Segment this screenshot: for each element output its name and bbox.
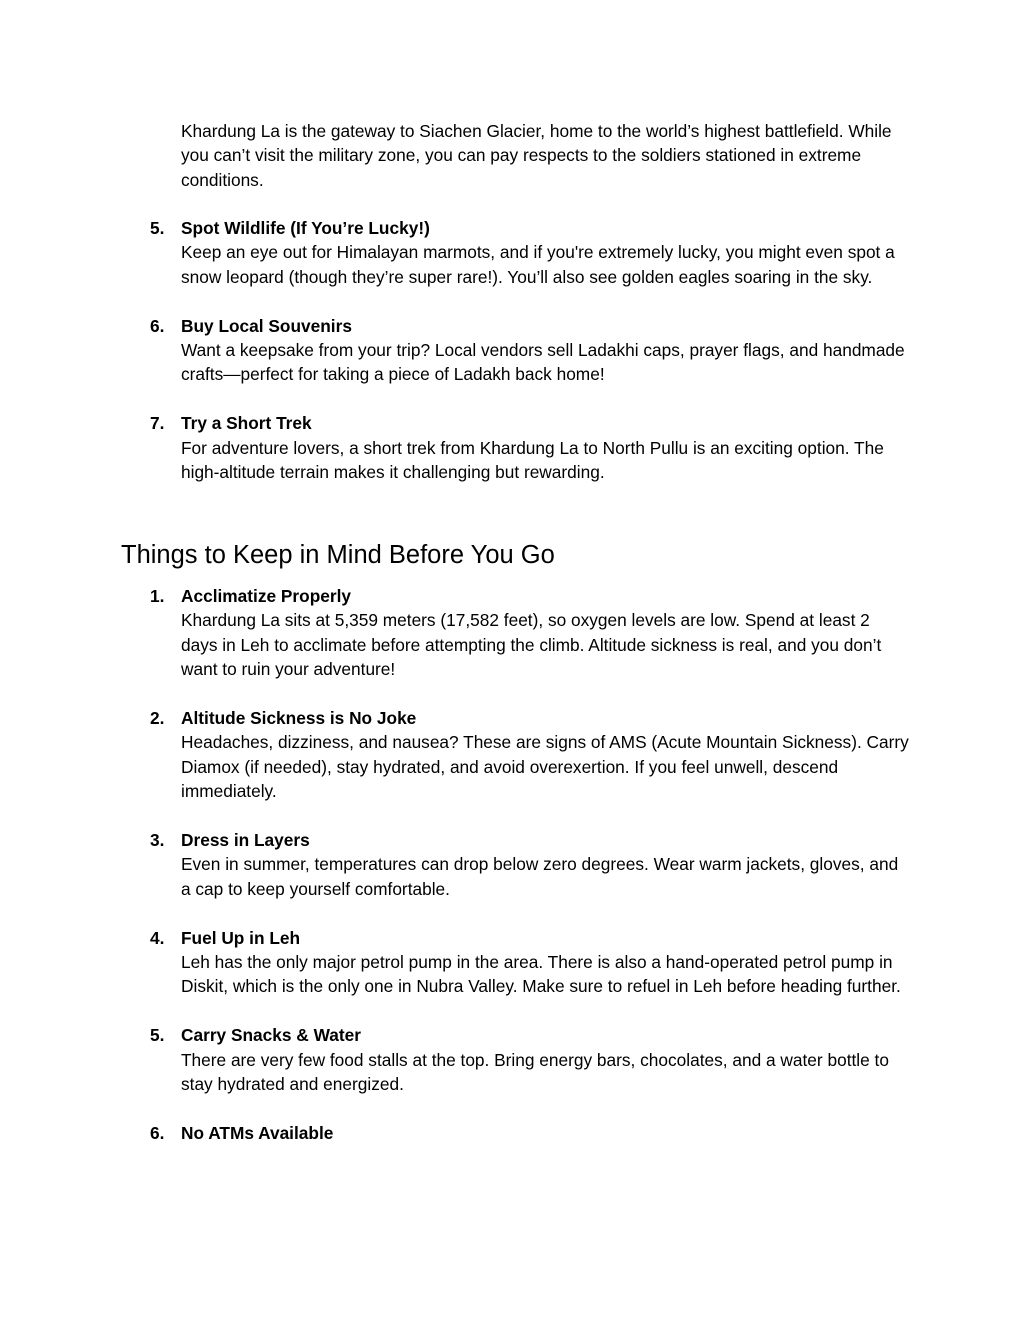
item-number: 1. <box>150 586 165 606</box>
item-content <box>181 216 911 289</box>
item-number: 6. <box>150 315 165 336</box>
item-content <box>181 706 911 804</box>
intro-paragraph: Khardung La is the gateway to Siachen Glacier, home to the world’s highest battlefield. While you can’t visit the military zone, you can pay respects to the soldiers stationed in extreme conditions. <box>181 121 892 190</box>
item-content <box>181 314 911 387</box>
list-item <box>0 706 1024 804</box>
item-content <box>181 411 911 484</box>
item-number: 6. <box>150 1122 165 1143</box>
item-number: 5. <box>150 218 165 238</box>
item-title: Acclimatize Properly <box>181 586 352 606</box>
item-content <box>181 1023 911 1096</box>
item-content <box>181 584 911 682</box>
item-title: Spot Wildlife (If You’re Lucky!) <box>181 218 430 238</box>
item-title: Carry Snacks & Water <box>181 1025 361 1046</box>
item-body: Headaches, dizziness, and nausea? These are signs of AMS (Acute Mountain Sickness). Carry Diamox (if needed), stay hydrated, and avoid overexertion. If you feel unwell, descend immediately. <box>181 732 909 802</box>
list-item <box>0 1121 1024 1145</box>
list-item <box>0 216 1024 289</box>
item-body: There are very few food stalls at the top. Bring energy bars, chocolates, and a water bottle to stay hydrated and energized. <box>181 1049 889 1095</box>
item-number: 4. <box>150 927 165 948</box>
list-item <box>0 1023 1024 1096</box>
list-item <box>0 584 1024 682</box>
item-body: Keep an eye out for Himalayan marmots, and if you're extremely lucky, you might even spot a snow leopard (though they’re super rare!). You’ll also see golden eagles soaring in the sky. <box>181 242 895 287</box>
item-body: For adventure lovers, a short trek from Khardung La to North Pullu is an exciting option. The high-altitude terrain makes it challenging but rewarding. <box>181 437 884 483</box>
item-title: No ATMs Available <box>181 1122 334 1143</box>
item-number: 2. <box>150 708 165 729</box>
item-content <box>181 926 911 999</box>
list-item <box>0 411 1024 484</box>
item-title: Fuel Up in Leh <box>181 927 301 948</box>
item-content <box>181 1121 911 1145</box>
item-body: Want a keepsake from your trip? Local vendors sell Ladakhi caps, prayer flags, and handmade crafts—perfect for taking a piece of Ladakh back home! <box>181 340 905 385</box>
item-title: Dress in Layers <box>181 830 310 851</box>
item-body: Even in summer, temperatures can drop below zero degrees. Wear warm jackets, gloves, and a cap to keep yourself comfortable. <box>181 854 899 899</box>
list-item <box>0 926 1024 999</box>
things-to-do-list <box>0 216 1024 509</box>
item-title: Buy Local Souvenirs <box>181 315 352 336</box>
item-number: 3. <box>150 830 165 851</box>
section-heading: Things to Keep in Mind Before You Go <box>121 541 555 569</box>
item-number: 5. <box>150 1025 165 1046</box>
item-number: 7. <box>150 413 165 434</box>
item-content <box>181 828 911 901</box>
item-body: Khardung La sits at 5,359 meters (17,582 feet), so oxygen levels are low. Spend at least 2 days in Leh to acclimate before attempting the climb. Altitude sickness is real, and you don’t want to ruin your adventure! <box>181 610 882 680</box>
item-body: Leh has the only major petrol pump in the area. There is also a hand-operated petrol pump in Diskit, which is the only one in Nubra Valley. Make sure to refuel in Leh before heading further. <box>181 952 901 997</box>
list-item <box>0 314 1024 387</box>
item-title: Try a Short Trek <box>181 413 312 434</box>
list-item <box>0 828 1024 901</box>
item-title: Altitude Sickness is No Joke <box>181 708 417 729</box>
tips-list <box>0 584 1024 1170</box>
